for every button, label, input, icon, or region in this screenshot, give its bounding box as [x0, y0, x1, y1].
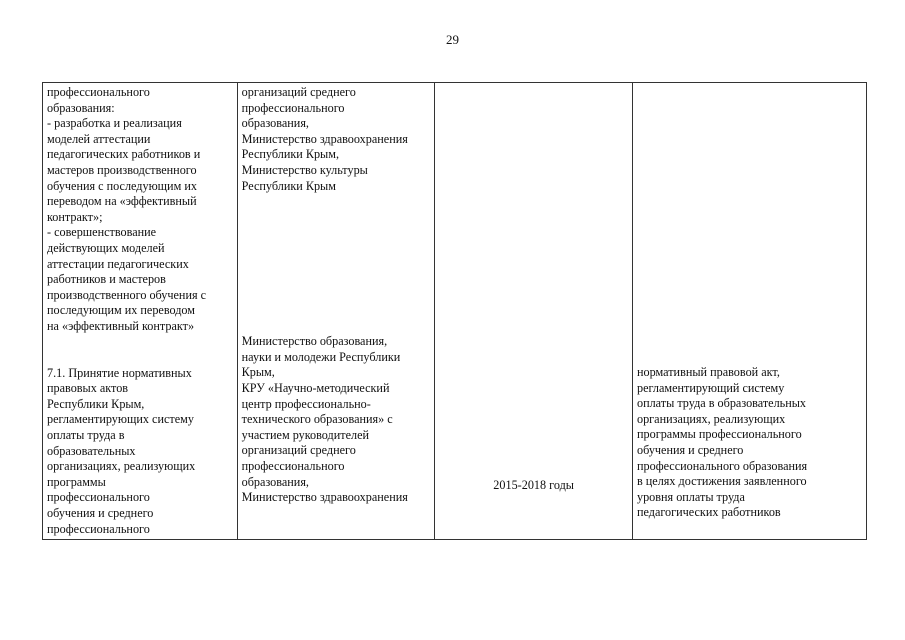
executors-cell	[237, 83, 435, 540]
cell-spacer	[439, 85, 628, 374]
activity-continuation-text: профессионального образования: - разработка и реализация моделей аттестации педагогических работников и мастеров производственного обучения с последующим их переводом на «эффективный контракт»; - совершенствование действующих моделей аттестации педагогических работников и мастеров производственного обучения с последующим их переводом на «эффективный контракт»	[47, 85, 207, 333]
result-cell	[632, 83, 866, 540]
term-text: 2015-2018 годы	[493, 478, 574, 492]
term-cell	[435, 83, 633, 540]
executors-continuation-text: организаций среднего профессионального образования, Министерство здравоохранения Республики Крым, Министерство культуры Республики Крым	[241, 85, 408, 193]
activity-7-1-text: 7.1. Принятие нормативных правовых актов Республики Крым, регламентирующих систему оплаты труда в образовательных организациях, реализующих программы профессионального обучения и среднего профессионального	[47, 365, 196, 536]
paragraph-gap	[47, 335, 233, 351]
table-row	[43, 83, 867, 540]
measures-table	[42, 82, 867, 540]
executors-7-1-text: Министерство образования, науки и молодежи Республики Крым, КРУ «Научно-методический центр профессионально- технического образования» с участием руководителей организаций среднего профессионального образования, Министерство здравоохранения	[241, 334, 408, 505]
activity-cell	[43, 83, 238, 540]
cell-spacer	[439, 374, 628, 478]
cell-spacer	[637, 85, 862, 365]
page-number: 29	[446, 32, 459, 47]
paragraph-gap	[242, 194, 431, 334]
result-text: нормативный правовой акт, регламентирующий систему оплаты труда в образовательных организациях, реализующих программы профессионального обучения и среднего профессионального образования в целях достижения заявленного уровня оплаты труда педагогических работников	[636, 365, 808, 520]
paragraph-gap	[47, 350, 233, 366]
